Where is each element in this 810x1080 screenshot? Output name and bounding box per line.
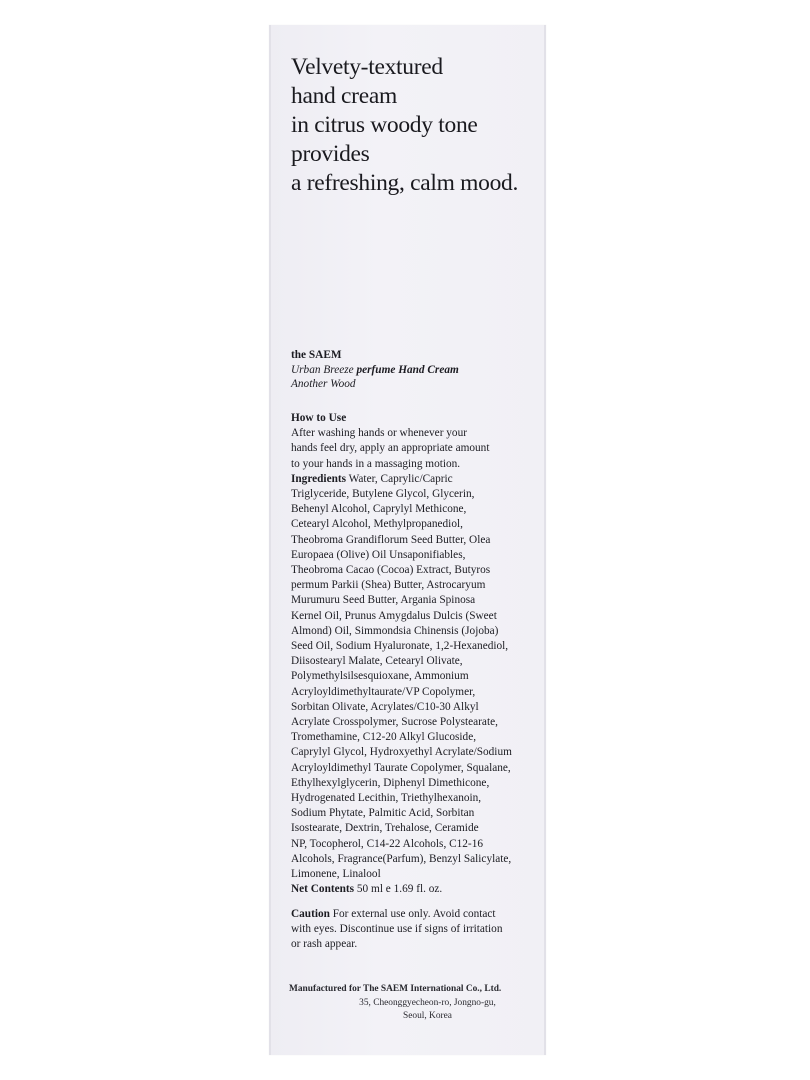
brand-name: the SAEM <box>291 349 342 361</box>
ingredients-line: Limonene, Linalool <box>291 868 381 881</box>
manufacturer-address: 35, Cheonggyecheon-ro, Jongno-gu, <box>359 997 496 1008</box>
manufacturer-name: Manufactured for The SAEM International Co., Ltd. <box>289 984 502 994</box>
ingredients-line: Cetearyl Alcohol, Methylpropanediol, <box>291 518 463 531</box>
ingredients-line: NP, Tocopherol, C14-22 Alcohols, C12-16 <box>291 837 483 850</box>
ingredients-line: Murumuru Seed Butter, Argania Spinosa <box>291 594 476 607</box>
box-left-edge <box>269 25 271 1055</box>
ingredients-line: Seed Oil, Sodium Hyaluronate, 1,2-Hexanediol, <box>291 640 509 653</box>
ingredients-line: Acryloyldimethyltaurate/VP Copolymer, <box>291 685 476 698</box>
how-to-use-line: to your hands in a massaging motion. <box>291 457 461 470</box>
info-block <box>291 411 543 898</box>
headline-line: Velvety-textured <box>291 54 443 80</box>
how-to-use-line: hands feel dry, apply an appropriate amount <box>291 442 490 455</box>
caution-first-row <box>291 907 543 922</box>
ingredients-line: Ethylhexylglycerin, Diphenyl Dimethicone, <box>291 776 490 789</box>
line-name-bold: perfume Hand Cream <box>356 363 459 376</box>
caution-first-line: For external use only. Avoid contact <box>332 908 496 920</box>
ingredients-line: Theobroma Grandiflorum Seed Butter, Olea <box>291 533 491 546</box>
product-line-name <box>291 363 541 378</box>
product-name-block <box>291 348 541 392</box>
ingredients-line: Acryloyldimethyl Taurate Copolymer, Squalane, <box>291 761 511 774</box>
ingredients-line: Sodium Phytate, Palmitic Acid, Sorbitan <box>291 807 475 820</box>
ingredients-first-row <box>291 472 543 487</box>
ingredients-line: Acrylate Crosspolymer, Sucrose Polystearate, <box>291 716 498 729</box>
headline-line: a refreshing, calm mood. <box>291 170 519 196</box>
net-contents-row <box>291 882 543 897</box>
how-to-use-label: How to Use <box>291 412 347 424</box>
box-right-edge <box>544 25 546 1055</box>
line-name-prefix: Urban Breeze <box>291 363 354 376</box>
scent-name <box>291 377 541 392</box>
ingredients-label: Ingredients <box>291 472 347 485</box>
ingredients-line: Theobroma Cacao (Cocoa) Extract, Butyros <box>291 564 491 577</box>
caution-line: with eyes. Discontinue use if signs of irritation <box>291 923 503 936</box>
ingredients-line: Diisostearyl Malate, Cetearyl Olivate, <box>291 655 463 668</box>
caution-line: or rash appear. <box>291 938 358 951</box>
ingredients-line: Polymethylsilsesquioxane, Ammonium <box>291 670 469 683</box>
ingredients-line: Tromethamine, C12-20 Alkyl Glucoside, <box>291 731 477 744</box>
ingredients-line: Almond) Oil, Simmondsia Chinensis (Jojoba) <box>291 624 499 637</box>
headline-line: in citrus woody tone <box>291 112 478 138</box>
headline <box>291 53 541 198</box>
ingredients-line: Sorbitan Olivate, Acrylates/C10-30 Alkyl <box>291 700 479 713</box>
ingredients-line: Behenyl Alcohol, Caprylyl Methicone, <box>291 503 467 516</box>
headline-line: hand cream <box>291 83 397 109</box>
manufacturer-city: Seoul, Korea <box>403 1011 452 1022</box>
ingredients-line: Europaea (Olive) Oil Unsaponifiables, <box>291 548 466 561</box>
ingredients-line: Triglyceride, Butylene Glycol, Glycerin, <box>291 488 475 501</box>
ingredients-line: Hydrogenated Lecithin, Triethylhexanoin, <box>291 792 482 805</box>
ingredients-line: Caprylyl Glycol, Hydroxyethyl Acrylate/Sodium <box>291 746 512 759</box>
caution-label: Caution <box>291 908 330 920</box>
manufacturer-block <box>279 983 536 1024</box>
scent-text: Another Wood <box>291 378 356 391</box>
net-contents-label: Net Contents <box>291 883 355 896</box>
ingredients-line: Alcohols, Fragrance(Parfum), Benzyl Salicylate, <box>291 852 512 865</box>
headline-line: provides <box>291 141 370 167</box>
ingredients-line: Isostearate, Dextrin, Trehalose, Ceramide <box>291 822 479 835</box>
ingredients-line: permum Parkii (Shea) Butter, Astrocaryum <box>291 579 486 592</box>
how-to-use-line: After washing hands or whenever your <box>291 427 467 440</box>
net-contents-value: 50 ml e 1.69 fl. oz. <box>356 883 443 896</box>
ingredients-line: Kernel Oil, Prunus Amygdalus Dulcis (Sweet <box>291 609 497 622</box>
ingredients-first-line: Water, Caprylic/Capric <box>348 472 453 485</box>
caution-block <box>291 907 543 953</box>
product-box-panel <box>269 25 546 1055</box>
